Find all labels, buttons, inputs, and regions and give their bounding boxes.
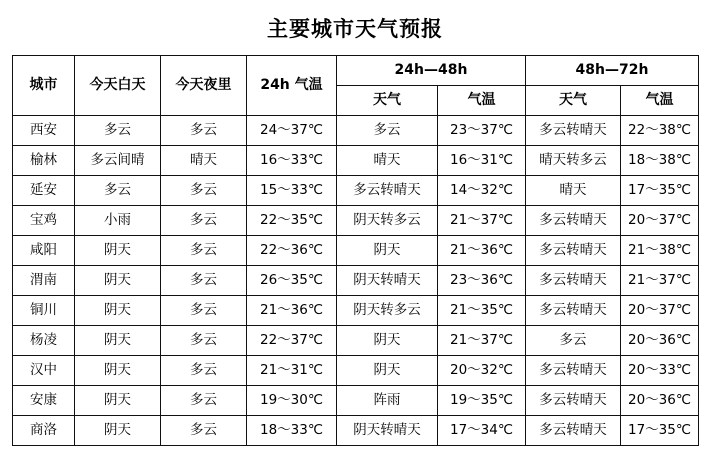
header-group-48-72: 48h—72h [526,56,699,86]
cell-today-day: 小雨 [75,206,161,236]
cell-temp-48: 21～37℃ [438,326,526,356]
cell-temp-72: 17～35℃ [621,416,699,446]
cell-temp-24h: 16～33℃ [247,146,337,176]
cell-weather-48: 阴天 [337,236,438,266]
cell-weather-48: 阴天转多云 [337,296,438,326]
cell-temp-48: 19～35℃ [438,386,526,416]
cell-weather-72: 多云转晴天 [526,356,621,386]
cell-temp-72: 17～35℃ [621,176,699,206]
cell-weather-72: 多云转晴天 [526,116,621,146]
cell-weather-48: 阴天转多云 [337,206,438,236]
cell-weather-72: 多云转晴天 [526,266,621,296]
cell-weather-72: 多云转晴天 [526,296,621,326]
table-row [13,236,699,266]
cell-today-night: 多云 [161,236,247,266]
city-weather-forecast-table [12,55,699,446]
table-row [13,296,699,326]
header-group-24-48: 24h—48h [337,56,526,86]
cell-today-day: 阴天 [75,236,161,266]
cell-weather-72: 多云转晴天 [526,386,621,416]
cell-city: 铜川 [13,296,75,326]
cell-city: 榆林 [13,146,75,176]
cell-weather-48: 阴天转晴天 [337,266,438,296]
cell-temp-48: 14～32℃ [438,176,526,206]
cell-temp-24h: 15～33℃ [247,176,337,206]
header-weather-48: 天气 [337,86,438,116]
header-temp-72: 气温 [621,86,699,116]
cell-temp-24h: 26～35℃ [247,266,337,296]
cell-today-day: 阴天 [75,356,161,386]
cell-city: 宝鸡 [13,206,75,236]
cell-temp-24h: 22～37℃ [247,326,337,356]
cell-temp-72: 20～37℃ [621,206,699,236]
cell-temp-48: 23～36℃ [438,266,526,296]
cell-temp-72: 20～36℃ [621,326,699,356]
header-city: 城市 [13,56,75,116]
cell-today-day: 阴天 [75,296,161,326]
table-row [13,146,699,176]
cell-weather-48: 阴天 [337,356,438,386]
cell-weather-48: 晴天 [337,146,438,176]
table-header-row-1 [13,56,699,86]
cell-temp-48: 16～31℃ [438,146,526,176]
table-head [13,56,699,116]
cell-today-day: 阴天 [75,326,161,356]
table-container [0,55,710,446]
cell-weather-72: 晴天转多云 [526,146,621,176]
cell-weather-72: 多云 [526,326,621,356]
cell-today-day: 多云 [75,116,161,146]
cell-today-night: 晴天 [161,146,247,176]
cell-temp-72: 21～38℃ [621,236,699,266]
cell-temp-72: 22～38℃ [621,116,699,146]
cell-city: 安康 [13,386,75,416]
cell-city: 延安 [13,176,75,206]
cell-temp-24h: 21～36℃ [247,296,337,326]
cell-city: 西安 [13,116,75,146]
cell-temp-24h: 18～33℃ [247,416,337,446]
cell-city: 渭南 [13,266,75,296]
cell-temp-24h: 21～31℃ [247,356,337,386]
cell-today-day: 阴天 [75,386,161,416]
cell-temp-24h: 22～35℃ [247,206,337,236]
cell-temp-48: 21～37℃ [438,206,526,236]
cell-today-night: 多云 [161,116,247,146]
header-temp-24h: 24h 气温 [247,56,337,116]
cell-today-night: 多云 [161,296,247,326]
cell-weather-72: 多云转晴天 [526,416,621,446]
cell-city: 咸阳 [13,236,75,266]
cell-temp-24h: 22～36℃ [247,236,337,266]
cell-weather-48: 阵雨 [337,386,438,416]
table-row [13,176,699,206]
cell-today-night: 多云 [161,386,247,416]
cell-weather-48: 多云转晴天 [337,176,438,206]
cell-today-night: 多云 [161,206,247,236]
cell-temp-24h: 19～30℃ [247,386,337,416]
cell-today-day: 多云间晴 [75,146,161,176]
table-row [13,356,699,386]
cell-today-day: 阴天 [75,416,161,446]
cell-temp-72: 21～37℃ [621,266,699,296]
table-row [13,416,699,446]
table-row [13,326,699,356]
cell-temp-72: 18～38℃ [621,146,699,176]
cell-weather-48: 阴天 [337,326,438,356]
cell-today-night: 多云 [161,176,247,206]
cell-temp-24h: 24～37℃ [247,116,337,146]
cell-temp-48: 20～32℃ [438,356,526,386]
cell-temp-48: 23～37℃ [438,116,526,146]
cell-temp-72: 20～37℃ [621,296,699,326]
cell-weather-72: 晴天 [526,176,621,206]
cell-weather-48: 多云 [337,116,438,146]
cell-today-night: 多云 [161,326,247,356]
cell-today-night: 多云 [161,356,247,386]
header-weather-72: 天气 [526,86,621,116]
cell-today-day: 阴天 [75,266,161,296]
cell-city: 汉中 [13,356,75,386]
cell-temp-72: 20～36℃ [621,386,699,416]
cell-temp-48: 21～35℃ [438,296,526,326]
cell-temp-48: 21～36℃ [438,236,526,266]
table-row [13,116,699,146]
cell-temp-72: 20～33℃ [621,356,699,386]
cell-weather-72: 多云转晴天 [526,206,621,236]
cell-today-night: 多云 [161,416,247,446]
cell-weather-72: 多云转晴天 [526,236,621,266]
cell-city: 商洛 [13,416,75,446]
table-row [13,386,699,416]
cell-temp-48: 17～34℃ [438,416,526,446]
table-body [13,116,699,446]
table-row [13,206,699,236]
table-row [13,266,699,296]
header-today-night: 今天夜里 [161,56,247,116]
page-title: 主要城市天气预报 [267,17,443,41]
cell-today-night: 多云 [161,266,247,296]
cell-weather-48: 阴天转晴天 [337,416,438,446]
header-today-day: 今天白天 [75,56,161,116]
header-temp-48: 气温 [438,86,526,116]
cell-today-day: 多云 [75,176,161,206]
cell-city: 杨凌 [13,326,75,356]
